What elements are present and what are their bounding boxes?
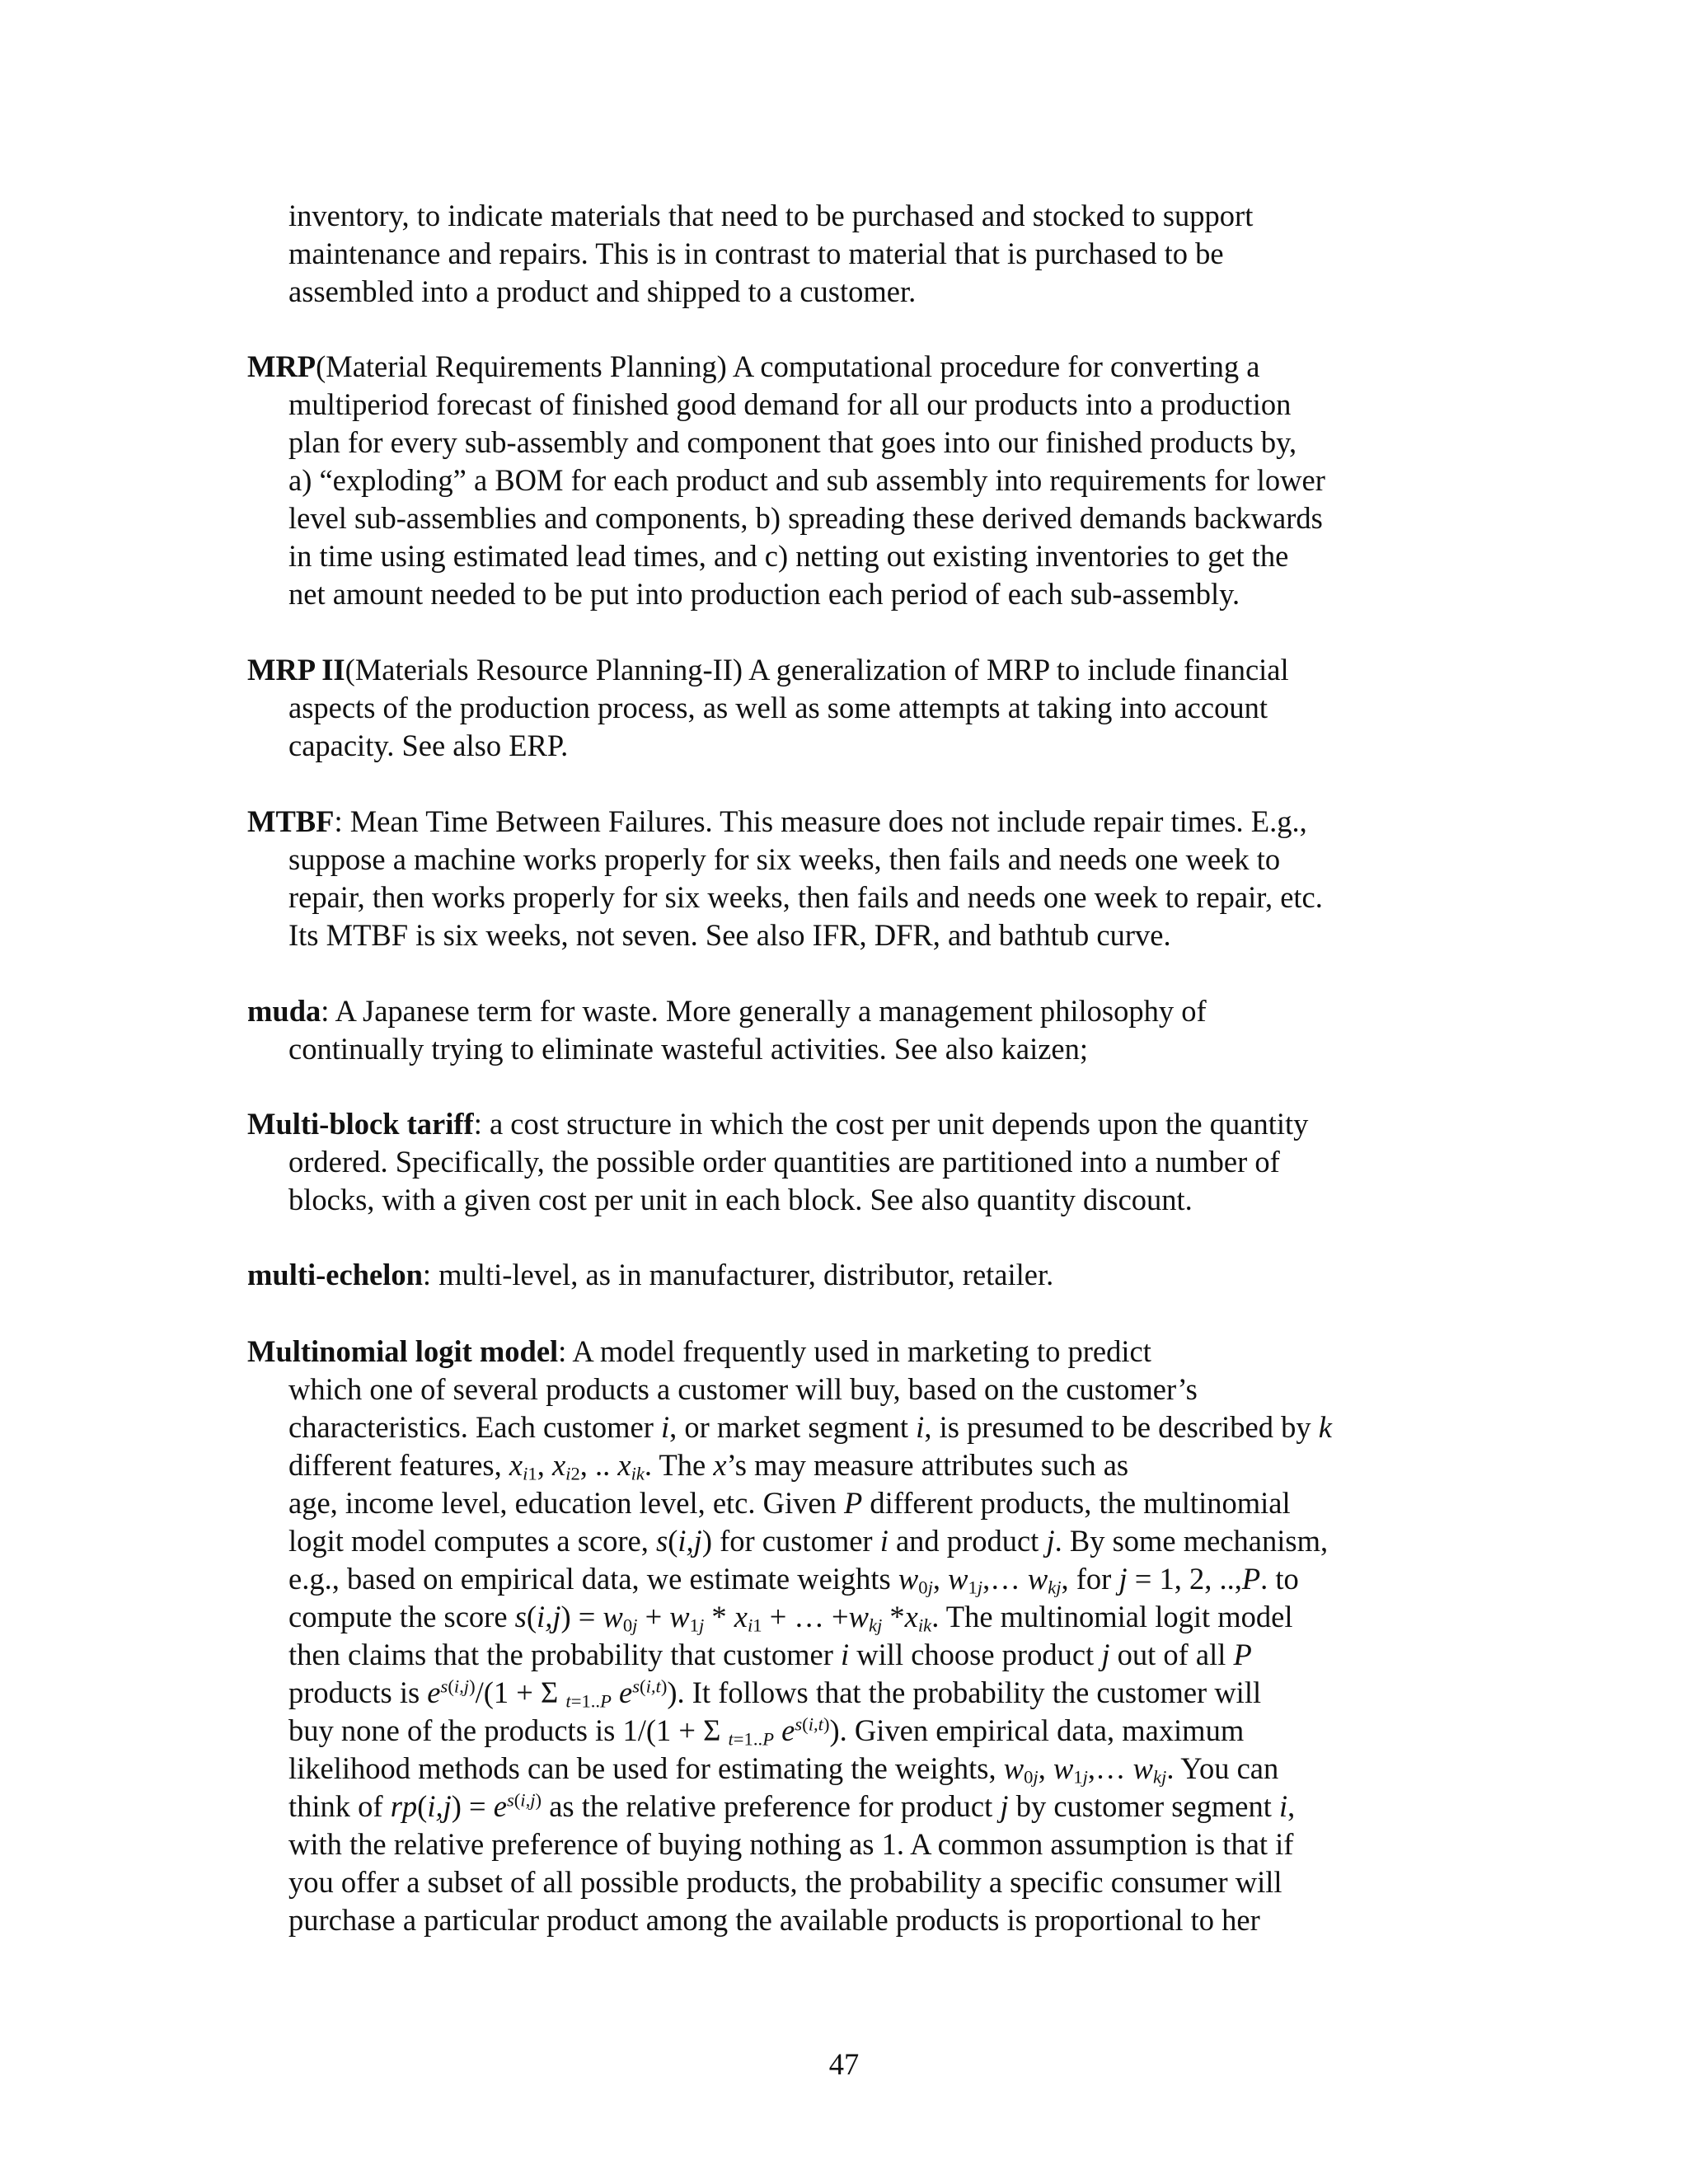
entry-line: level sub-assemblies and components, b) spreading these derived demands backwards bbox=[288, 501, 1323, 535]
intro-continuation bbox=[247, 197, 1459, 311]
entry-line: then claims that the probability that customer i will choose product j out of all P bbox=[288, 1638, 1252, 1671]
entry-term: MRP bbox=[247, 349, 316, 383]
entry-line: products is $e^{s(i,j)}/(1 + \Sigma$ $_{t=1..P}$ $e^{s(i,t)}$). It follows that the probability the customer will bbox=[288, 1675, 1262, 1712]
entry-line: multiperiod forecast of finished good demand for all our products into a production bbox=[288, 387, 1292, 421]
entry-line: net amount needed to be put into production each period of each sub-assembly. bbox=[288, 577, 1240, 611]
entry-line: compute the score $s(i,j) = w_{0j} + w_{1j} * x_{i1}$ + … $+w_{kj}$ $*x_{ik}$. The multinomial logit model bbox=[288, 1600, 1293, 1636]
entry-line: you offer a subset of all possible products, the probability a specific consumer will bbox=[288, 1865, 1282, 1899]
entry-multi-block-tariff bbox=[247, 1105, 1459, 1219]
entry-line: likelihood methods can be used for estimating the weights, $w_{0j}$, $w_{1j},\dots$ $w_{kj}$. You can bbox=[288, 1751, 1279, 1788]
entry-line: a) “exploding” a BOM for each product and sub assembly into requirements for lower bbox=[288, 463, 1325, 497]
entry-mtbf bbox=[247, 803, 1459, 954]
entry-line: Its MTBF is six weeks, not seven. See also IFR, DFR, and bathtub curve. bbox=[288, 918, 1171, 952]
entry-line: aspects of the production process, as well as some attempts at taking into account bbox=[288, 691, 1268, 724]
entry-term: MRP II bbox=[247, 653, 345, 687]
entry-first-line: MRP(Material Requirements Planning) A computational procedure for converting a bbox=[247, 349, 1260, 383]
entry-multi-echelon bbox=[247, 1256, 1459, 1294]
entry-term: Multi-block tariff bbox=[247, 1107, 474, 1141]
entry-line: e.g., based on empirical data, we estimate weights $w_{0j}$, $w_{1j},\dots$ $w_{kj}$, for j = 1, 2, ..,P. to bbox=[288, 1562, 1299, 1598]
entry-line: repair, then works properly for six weeks, then fails and needs one week to repair, etc. bbox=[288, 880, 1323, 914]
entry-line: age, income level, education level, etc. Given P different products, the multinomial bbox=[288, 1486, 1291, 1520]
entry-line: suppose a machine works properly for six weeks, then fails and needs one week to bbox=[288, 842, 1281, 876]
page-number: 47 bbox=[828, 2047, 860, 2081]
entry-term: muda bbox=[247, 994, 321, 1028]
entry-first-line: MRP II(Materials Resource Planning-II) A generalization of MRP to include financial bbox=[247, 653, 1289, 687]
entry-mrp-ii bbox=[247, 651, 1459, 765]
entry-first-line: Multinomial logit model: A model frequently used in marketing to predict bbox=[247, 1334, 1151, 1368]
entry-line: purchase a particular product among the available products is proportional to her bbox=[288, 1903, 1260, 1937]
entry-line: think of $rp(i,j) = e^{s(i,j)}$ as the relative preference for product j by customer segment i, bbox=[288, 1789, 1296, 1823]
entry-line: logit model computes a score, s(i,j) for customer i and product j. By some mechanism, bbox=[288, 1524, 1329, 1558]
entry-line: which one of several products a customer will buy, based on the customer’s bbox=[288, 1372, 1198, 1406]
entry-line: characteristics. Each customer i, or market segment i, is presumed to be described by k bbox=[288, 1410, 1332, 1444]
entry-line: in time using estimated lead times, and c) netting out existing inventories to get the bbox=[288, 539, 1289, 573]
entry-line: continually trying to eliminate wasteful activities. See also kaizen; bbox=[288, 1032, 1089, 1066]
entry-line: capacity. See also ERP. bbox=[288, 729, 569, 762]
entry-first-line: muda: A Japanese term for waste. More generally a management philosophy of bbox=[247, 994, 1207, 1028]
intro-line: inventory, to indicate materials that need to be purchased and stocked to support bbox=[288, 199, 1254, 232]
entry-term: multi-echelon bbox=[247, 1258, 423, 1291]
entry-first-line: multi-echelon: multi-level, as in manufacturer, distributor, retailer. bbox=[247, 1258, 1054, 1291]
entry-first-line: Multi-block tariff: a cost structure in which the cost per unit depends upon the quantity bbox=[247, 1107, 1309, 1141]
entry-line: buy none of the products is 1/(1 + Σ $_{t=1..P}$ $e^{s(i,t)}$). Given empirical data, maximum bbox=[288, 1713, 1245, 1750]
entry-line: plan for every sub-assembly and component that goes into our finished products by, bbox=[288, 425, 1297, 459]
entry-line: ordered. Specifically, the possible order quantities are partitioned into a number of bbox=[288, 1145, 1280, 1179]
entry-multinomial-logit-model bbox=[247, 1333, 1459, 1939]
intro-line: assembled into a product and shipped to a customer. bbox=[288, 274, 917, 308]
entry-line: blocks, with a given cost per unit in each block. See also quantity discount. bbox=[288, 1183, 1193, 1216]
intro-line: maintenance and repairs. This is in contrast to material that is purchased to be bbox=[288, 237, 1224, 270]
entry-term: Multinomial logit model bbox=[247, 1334, 559, 1368]
entry-mrp bbox=[247, 348, 1459, 613]
entry-line: with the relative preference of buying nothing as 1. A common assumption is that if bbox=[288, 1827, 1294, 1861]
entry-line: different features, $x_{i1}$, $x_{i2}$, .. $x_{ik}$. The x’s may measure attributes such as bbox=[288, 1448, 1129, 1484]
entry-muda bbox=[247, 992, 1459, 1068]
entry-term: MTBF bbox=[247, 804, 335, 838]
entry-first-line: MTBF: Mean Time Between Failures. This measure does not include repair times. E.g., bbox=[247, 804, 1307, 838]
